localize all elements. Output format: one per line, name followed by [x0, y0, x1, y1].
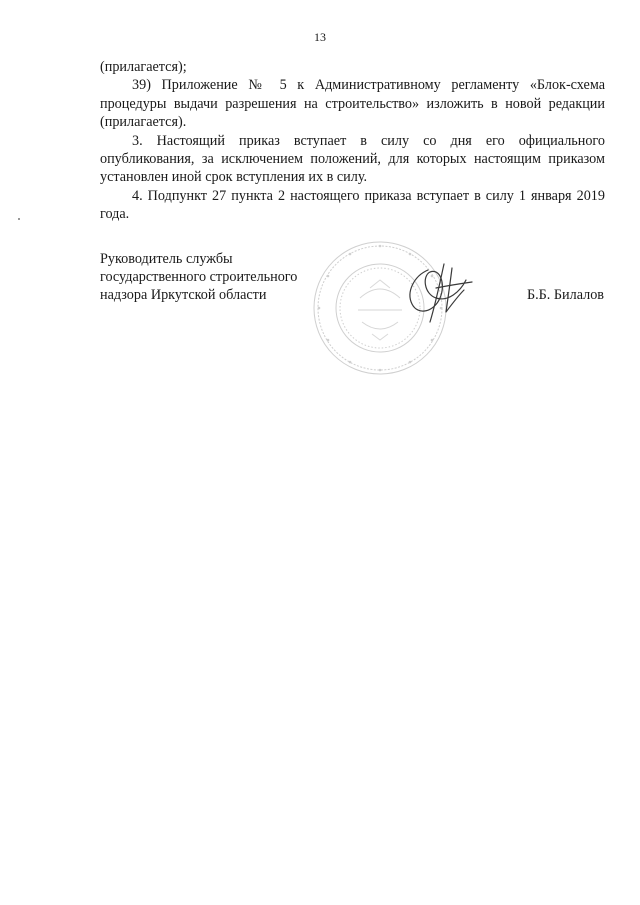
paragraph-item-3: 3. Настоящий приказ вступает в силу со дня его официального опубликования, за исключением положений, для которых настоящим приказом установлен иной срок вступления их в силу.: [100, 132, 605, 186]
page-number: 13: [314, 30, 326, 44]
position-line-1: Руководитель службы: [100, 251, 233, 267]
paragraph-continuation: (прилагается);: [100, 59, 187, 75]
position-line-2: государственного строительного: [100, 269, 298, 286]
position-line-3: надзора Иркутской области: [100, 287, 267, 304]
paragraph-item-4: 4. Подпункт 27 пункта 2 настоящего приказа вступает в силу 1 января 2019 года.: [100, 187, 605, 223]
signatory-name: Б.Б. Билалов: [526, 287, 604, 303]
signatory-position: [100, 250, 297, 305]
paragraph-item-39: 39) Приложение № 5 к Административному регламенту «Блок-схема процедуры выдачи разрешения на строительство» изложить в новой редакции (прилагается).: [100, 77, 605, 131]
margin-mark: [18, 218, 20, 220]
handwritten-signature-icon: [400, 258, 480, 328]
document-body: [100, 58, 605, 224]
